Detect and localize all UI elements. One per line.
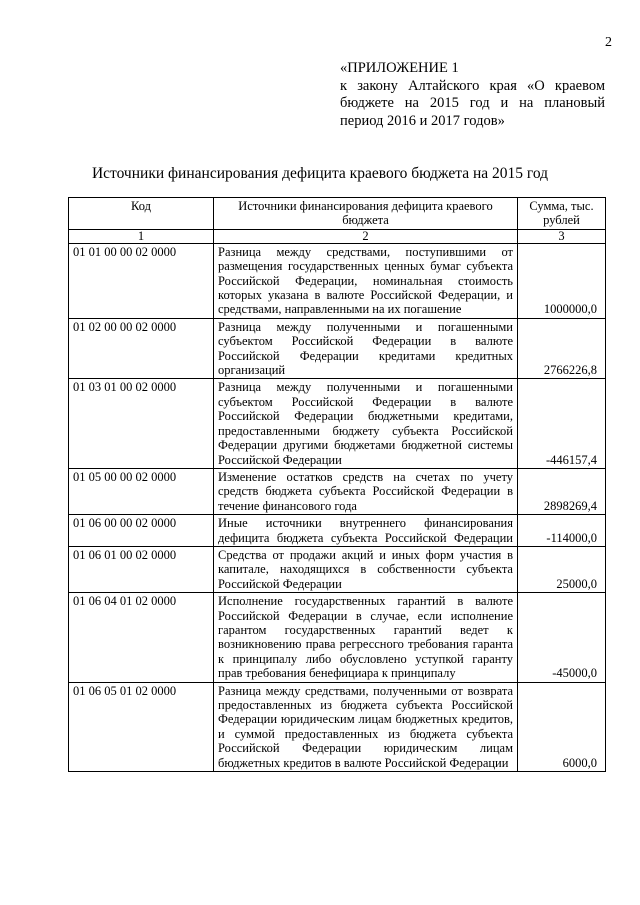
row-description: Средства от продажи акций и иных форм участия в капитале, находящихся в собственности субъекта Российской Федерации — [214, 546, 518, 592]
table-row — [69, 318, 606, 379]
row-amount: 2898269,4 — [518, 468, 606, 514]
row-code: 01 06 00 00 02 0000 — [69, 515, 214, 547]
row-code: 01 03 01 00 02 0000 — [69, 379, 214, 468]
row-amount: -45000,0 — [518, 593, 606, 682]
table-row — [69, 682, 606, 771]
table-header-row — [69, 198, 606, 230]
row-code: 01 01 00 00 02 0000 — [69, 243, 214, 318]
table-row — [69, 546, 606, 592]
row-description: Исполнение государственных гарантий в валюте Российской Федерации в случае, если исполнение гарантом государственных гарантий ведет к возникновению права регрессного требования гаранта к принципалу либо обусловлено уступкой гаранту прав требования бенефициара к принципалу — [214, 593, 518, 682]
row-amount: -114000,0 — [518, 515, 606, 547]
row-code: 01 06 01 00 02 0000 — [69, 546, 214, 592]
appendix-law-line: к закону Алтайского края «О краевом — [340, 77, 605, 94]
row-code: 01 05 00 00 02 0000 — [69, 468, 214, 514]
row-description: Разница между средствами, поступившими от размещения государственных ценных бумаг субъекта Российской Федерации, номинальная стоимость которых указана в валюте Российской Федерации, и средствами, направленными на их погашение — [214, 243, 518, 318]
column-number-row — [69, 229, 606, 243]
column-number: 2 — [214, 229, 518, 243]
row-amount: 2766226,8 — [518, 318, 606, 379]
financing-sources-table — [68, 197, 606, 772]
document-title: Источники финансирования дефицита краевого бюджета на 2015 год — [91, 165, 549, 182]
appendix-law-line: бюджете на 2015 год и на плановый — [340, 95, 605, 111]
page-number: 2 — [605, 35, 612, 50]
table-row — [69, 593, 606, 682]
row-amount: 25000,0 — [518, 546, 606, 592]
appendix-label: «ПРИЛОЖЕНИЕ 1 — [340, 60, 459, 76]
row-code: 01 02 00 00 02 0000 — [69, 318, 214, 379]
appendix-law-line: период 2016 и 2017 годов» — [340, 112, 505, 129]
row-description: Иные источники внутреннего финансирования дефицита бюджета субъекта Российской Федерации — [214, 515, 518, 547]
row-code: 01 06 05 01 02 0000 — [69, 682, 214, 771]
row-amount: -446157,4 — [518, 379, 606, 468]
row-description: Разница между полученными и погашенными субъектом Российской Федерации в валюте Российской Федерации бюджетными кредитами, предоставленными бюджету субъекта Российской Федерации другими бюджетами бюджетной системы Российской Федерации — [214, 379, 518, 468]
row-amount: 6000,0 — [518, 682, 606, 771]
table-row — [69, 243, 606, 318]
row-description: Изменение остатков средств на счетах по учету средств бюджета субъекта Российской Федерации в течение финансового года — [214, 468, 518, 514]
header-code: Код — [69, 198, 214, 230]
table-row — [69, 379, 606, 468]
table-row — [69, 515, 606, 547]
column-number: 3 — [518, 229, 606, 243]
row-amount: 1000000,0 — [518, 243, 606, 318]
header-source: Источники финансирования дефицита краевого бюджета — [214, 198, 518, 230]
row-code: 01 06 04 01 02 0000 — [69, 593, 214, 682]
header-amount: Сумма, тыс. рублей — [518, 198, 606, 230]
row-description: Разница между средствами, полученными от возврата предоставленных из бюджета субъекта Российской Федерации юридическим лицам бюджетных кредитов, и суммой предоставленных из бюджета субъекта Российской Федерации юридическим лицам бюджетных кредитов в валюте Российской Федерации — [214, 682, 518, 771]
table-row — [69, 468, 606, 514]
column-number: 1 — [69, 229, 214, 243]
row-description: Разница между полученными и погашенными субъектом Российской Федерации в валюте Российской Федерации кредитами кредитных организаций — [214, 318, 518, 379]
appendix-header — [340, 60, 605, 130]
